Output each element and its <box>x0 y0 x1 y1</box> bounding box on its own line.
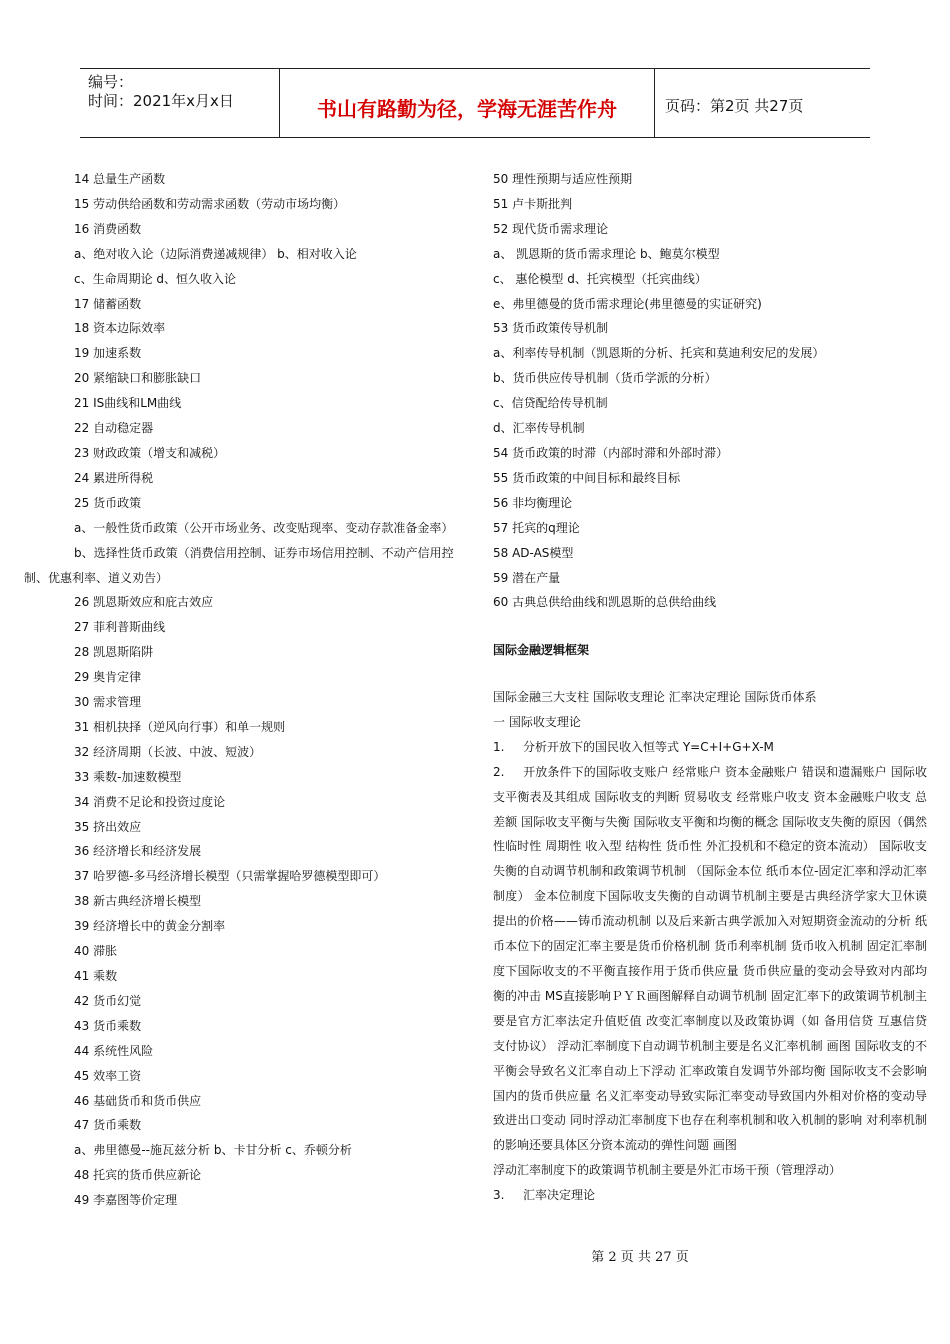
right-column <box>493 167 933 615</box>
item-3-number: 3. <box>493 1188 505 1203</box>
left-list-item: 40 滞胀 <box>74 944 118 959</box>
left-list-item: 46 基础货币和货币供应 <box>74 1093 202 1108</box>
left-list-item: 26 凯恩斯效应和庇古效应 <box>74 595 214 610</box>
left-list-item: 42 货币幻觉 <box>74 993 142 1008</box>
left-list-item: 14 总量生产函数 <box>74 172 166 186</box>
header-meta <box>80 69 280 137</box>
section-body <box>493 685 927 1208</box>
left-list-item: 32 经济周期（长波、中波、短波） <box>74 744 262 759</box>
left-list-item: 16 消费函数 <box>74 221 142 236</box>
right-list-item: 52 现代货币需求理论 <box>493 221 609 236</box>
left-list-item: 23 财政政策（增支和减税） <box>74 445 226 460</box>
right-list-item: 57 托宾的q理论 <box>493 520 580 535</box>
float-rate-line: 浮动汇率制度下的政策调节机制主要是外汇市场干预（管理浮动） <box>493 1163 842 1178</box>
item-1-number: 1. <box>493 739 505 754</box>
item-3 <box>493 1183 927 1208</box>
right-list-item: 58 AD-AS模型 <box>493 545 574 560</box>
left-list-item: 30 需求管理 <box>74 695 142 710</box>
left-list-item: 31 相机抉择（逆风向行事）和单一规则 <box>74 719 286 734</box>
left-list-item: 15 劳动供给函数和劳动需求函数（劳动市场均衡） <box>74 196 346 211</box>
right-list-item: c、 惠伦模型 d、托宾模型（托宾曲线） <box>493 271 707 286</box>
left-list-item: a、一般性货币政策（公开市场业务、改变贴现率、变动存款准备金率） <box>74 520 454 535</box>
item-1-text: 分析开放下的国民收入恒等式 Y=C+I+G+X-M <box>523 739 774 754</box>
item-2 <box>493 760 927 1159</box>
right-list-item: a、利率传导机制（凯恩斯的分析、托宾和莫迪利安尼的发展） <box>493 346 825 361</box>
time-label: 时间：2021年x月x日 <box>88 92 234 110</box>
left-list-item: c、生命周期论 d、恒久收入论 <box>74 271 237 286</box>
left-list-item: 29 奥肯定律 <box>74 670 142 685</box>
right-list-item: 55 货币政策的中间目标和最终目标 <box>493 470 681 485</box>
left-list-item: 19 加速系数 <box>74 346 142 361</box>
left-list-item: 21 IS曲线和LM曲线 <box>74 396 182 411</box>
left-column <box>24 167 464 1213</box>
right-list-item: 50 理性预期与适应性预期 <box>493 172 633 186</box>
right-list-item: 59 潜在产量 <box>493 570 561 585</box>
right-list-item: 54 货币政策的时滞（内部时滞和外部时滞） <box>493 445 729 460</box>
left-list-item: 41 乘数 <box>74 969 118 983</box>
heading-balance-of-payments: 一 国际收支理论 <box>493 714 581 729</box>
item-2-number: 2. <box>493 764 505 779</box>
pillars-line: 国际金融三大支柱 国际收支理论 汇率决定理论 国际货币体系 <box>493 690 817 704</box>
left-list-item: a、弗里德曼--施瓦兹分析 b、卡甘分析 c、乔顿分析 <box>74 1143 352 1158</box>
left-list-item: 25 货币政策 <box>74 495 142 510</box>
item-1 <box>493 735 927 760</box>
left-list-item: 43 货币乘数 <box>74 1018 142 1033</box>
left-list-item: 20 紧缩缺口和膨胀缺口 <box>74 371 202 386</box>
section-title: 国际金融逻辑框架 <box>493 643 590 657</box>
left-list-item: 22 自动稳定器 <box>74 421 154 436</box>
left-list-item: 48 托宾的货币供应新论 <box>74 1168 202 1183</box>
header-motto: 书山有路勤为径，学海无涯苦作舟 <box>280 69 655 137</box>
left-list-item: 36 经济增长和经济发展 <box>74 844 202 859</box>
left-list-item: 45 效率工资 <box>74 1068 142 1083</box>
right-list-item: d、汇率传导机制 <box>493 421 585 436</box>
left-list-item: 28 凯恩斯陷阱 <box>74 645 154 660</box>
left-list-item: b、选择性货币政策（消费信用控制、证券市场信用控制、不动产信用控制、优惠利率、道义劝告） <box>24 545 454 585</box>
left-list-item: 47 货币乘数 <box>74 1118 142 1133</box>
left-list-item: 35 挤出效应 <box>74 819 142 834</box>
right-list-item: c、信贷配给传导机制 <box>493 396 608 411</box>
right-list-item: 56 非均衡理论 <box>493 495 573 510</box>
header-page-info: 页码：第2页 共27页 <box>665 96 804 115</box>
left-list-item: 44 系统性风险 <box>74 1043 154 1058</box>
right-list-item: 60 古典总供给曲线和凯恩斯的总供给曲线 <box>493 595 717 610</box>
right-list-item: a、 凯恩斯的货币需求理论 b、鲍莫尔模型 <box>493 246 720 261</box>
left-list-item: 34 消费不足论和投资过度论 <box>74 794 226 809</box>
header-table <box>80 68 870 138</box>
right-list-item: b、货币供应传导机制（货币学派的分析） <box>493 371 717 386</box>
left-list-item: 38 新古典经济增长模型 <box>74 894 202 909</box>
right-list-item: e、弗里德曼的货币需求理论(弗里德曼的实证研究) <box>493 296 762 311</box>
right-list-item: 53 货币政策传导机制 <box>493 321 609 336</box>
right-list-item: 51 卢卡斯批判 <box>493 196 573 211</box>
left-list-item: 17 储蓄函数 <box>74 296 142 311</box>
left-list-item: 39 经济增长中的黄金分割率 <box>74 919 226 934</box>
item-3-text: 汇率决定理论 <box>523 1188 596 1203</box>
left-list-item: 33 乘数-加速数模型 <box>74 769 182 784</box>
left-list-item: 24 累进所得税 <box>74 470 154 485</box>
left-list-item: a、绝对收入论（边际消费递减规律） b、相对收入论 <box>74 246 357 261</box>
left-list-item: 49 李嘉图等价定理 <box>74 1193 178 1208</box>
left-list-item: 27 菲利普斯曲线 <box>74 620 166 635</box>
number-label: 编号： <box>88 73 134 91</box>
item-2-text: 开放条件下的国际收支账户 经常账户 资本金融账户 错误和遗漏账户 国际收支平衡表及其组成 国际收支的判断 贸易收支 经常账户收支 资本金融账户收支 总差额 国际收支平衡与失衡 国际收支平衡和均衡的概念 国际收支失衡的原因（偶然性临时性 周期性 收入型 结构性 货币性 外汇投机和不稳定的资本流动） 国际收支失衡的自动调节机制和政策调节机制 （国际金本位 纸币本位-固定汇率和浮动汇率制度） 金本位制度下国际收支失衡的自动调节机制主要是古典经济学家大卫休谟提出的价格——铸币流动机制 以及后来新古典学派加入对短期资金流动的分析 纸币本位下的固定汇率主要是货币价格机制 货币利率机制 货币收入机制 固定汇率制度下国际收支的不平衡直接作用于货币供应量 货币供应量的变动会导致对内部均衡的冲击 MS直接影响ＰＹＲ画图解释自动调节机制 固定汇率下的政策调节机制主要是官方汇率法定升值贬值 改变汇率制度以及政策协调（如 备用信贷 互惠信贷 支付协议） 浮动汇率制度下自动调节机制主要是名义汇率机制 画图 国际收支的不平衡会导致名义汇率自动上下浮动 汇率政策自发调节外部均衡 国际收支不会影响国内的货币供应量 名义汇率变动导致实际汇率变动导致国内外相对价格的变动导致进出口变动 同时浮动汇率制度下也存在利率机制和收入机制的影响 对利率机制的影响还要具体区分资本流动的弹性问题 画图 <box>493 764 927 1153</box>
left-list-item: 18 资本边际效率 <box>74 321 166 336</box>
page-footer: 第 2 页 共 27 页 <box>591 1250 689 1265</box>
left-list-item: 37 哈罗德-多马经济增长模型（只需掌握哈罗德模型即可） <box>74 869 386 884</box>
